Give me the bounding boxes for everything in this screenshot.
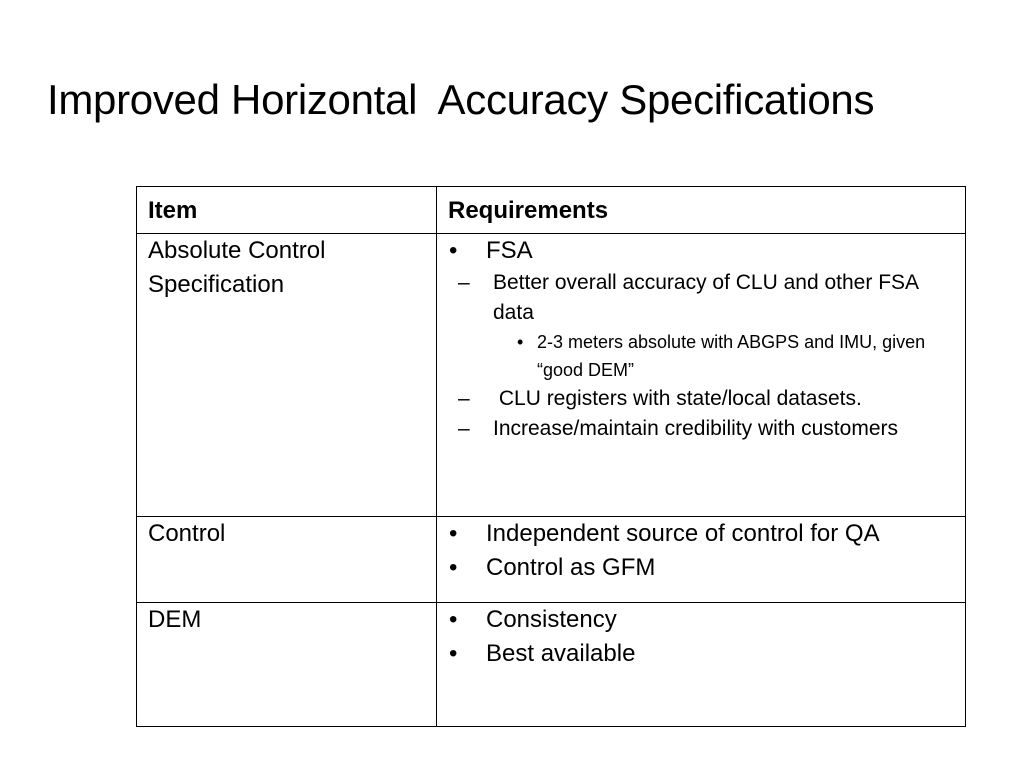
requirements-list <box>448 517 955 585</box>
requirements-cell-absolute-control <box>437 234 966 517</box>
item-cell-dem: DEM <box>137 603 437 727</box>
table-row <box>137 234 966 517</box>
table-header-row <box>137 187 966 234</box>
requirements-table <box>136 186 966 727</box>
item-cell-control: Control <box>137 517 437 603</box>
list-item: • Consistency <box>448 603 955 637</box>
requirements-cell-dem <box>437 603 966 727</box>
sub-list-item: – Increase/maintain credibility with customers <box>448 414 955 444</box>
requirements-list <box>448 234 955 444</box>
list-item: • Control as GFM <box>448 551 955 585</box>
sub-sub-list-item: • 2-3 meters absolute with ABGPS and IMU, given “good DEM” <box>448 328 955 384</box>
requirements-cell-control <box>437 517 966 603</box>
sub-item-text: Better overall accuracy of CLU and other FSA data <box>493 271 918 324</box>
header-item: Item <box>137 187 437 234</box>
slide-title: Improved Horizontal Accuracy Specifications <box>47 76 875 123</box>
item-cell-absolute-control: Absolute Control Specification <box>137 234 437 517</box>
table-row <box>137 603 966 727</box>
list-item: • Best available <box>448 637 955 671</box>
sub-list-item <box>448 268 955 384</box>
sub-sub-list <box>448 328 955 384</box>
header-requirements: Requirements <box>437 187 966 234</box>
requirements-list <box>448 603 955 671</box>
table-row <box>137 517 966 603</box>
sub-list-item: – CLU registers with state/local datasets. <box>448 384 955 414</box>
bullet-text: FSA <box>486 237 533 264</box>
list-item <box>448 234 955 444</box>
list-item: • Independent source of control for QA <box>448 517 955 551</box>
sub-list <box>448 268 955 444</box>
